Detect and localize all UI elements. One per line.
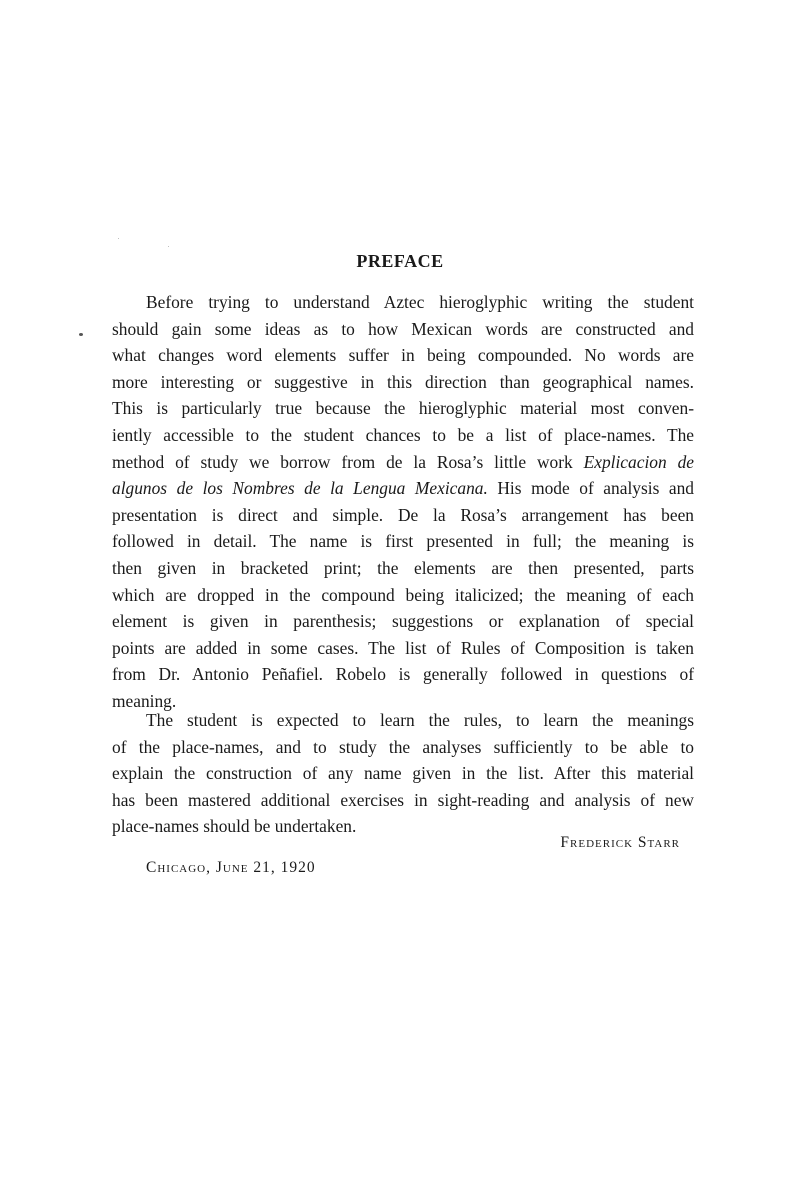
text-line: points are added in some cases. The list of Rules of Composition is taken	[112, 637, 694, 658]
ink-speck	[79, 333, 83, 336]
text-line: place-names should be undertaken.	[112, 816, 357, 837]
text-line: what changes word elements suffer in being compounded. No words are	[112, 345, 694, 366]
text-run: method of study we borrow from de la Rosa’s little work	[112, 451, 573, 472]
text-line	[112, 449, 694, 476]
text-line	[112, 475, 694, 502]
text-line: iently accessible to the student chances to be a list of place-names. The	[112, 424, 694, 445]
text-line: Before trying to understand Aztec hieroglyphic writing the student	[146, 292, 694, 312]
page-title: PREFACE	[356, 251, 444, 271]
text-line: more interesting or suggestive in this direction than geographical names.	[112, 371, 694, 392]
ink-speck	[118, 238, 119, 239]
dateline: Chicago, June 21, 1920	[146, 859, 316, 876]
ink-speck	[168, 246, 169, 247]
text-line: presentation is direct and simple. De la Rosa’s arrangement has been	[112, 504, 694, 525]
text-line: element is given in parenthesis; suggestions or explanation of special	[112, 611, 694, 632]
author-signature: Frederick Starr	[560, 834, 680, 851]
text-line: of the place-names, and to study the analyses sufficiently to be able to	[112, 736, 694, 757]
text-line: This is particularly true because the hieroglyphic material most conven-	[112, 398, 694, 419]
preface-paragraph-2	[112, 707, 694, 840]
text-line: should gain some ideas as to how Mexican words are constructed and	[112, 318, 694, 339]
preface-paragraph-1	[112, 289, 694, 715]
text-line: has been mastered additional exercises in sight-reading and analysis of new	[112, 789, 694, 810]
text-run: His mode of analysis and	[497, 478, 694, 499]
text-line: meaning.	[112, 690, 177, 711]
text-line: from Dr. Antonio Peñafiel. Robelo is generally followed in questions of	[112, 664, 694, 685]
italic-title: algunos de los Nombres de la Lengua Mexicana.	[112, 478, 488, 499]
text-line: followed in detail. The name is first presented in full; the meaning is	[112, 531, 694, 552]
text-line: explain the construction of any name given in the list. After this material	[112, 763, 694, 784]
text-line: then given in bracketed print; the elements are then presented, parts	[112, 557, 694, 578]
italic-title: Explicacion de	[583, 451, 694, 472]
text-line: which are dropped in the compound being italicized; the meaning of each	[112, 584, 694, 605]
text-line: The student is expected to learn the rules, to learn the meanings	[146, 710, 694, 730]
